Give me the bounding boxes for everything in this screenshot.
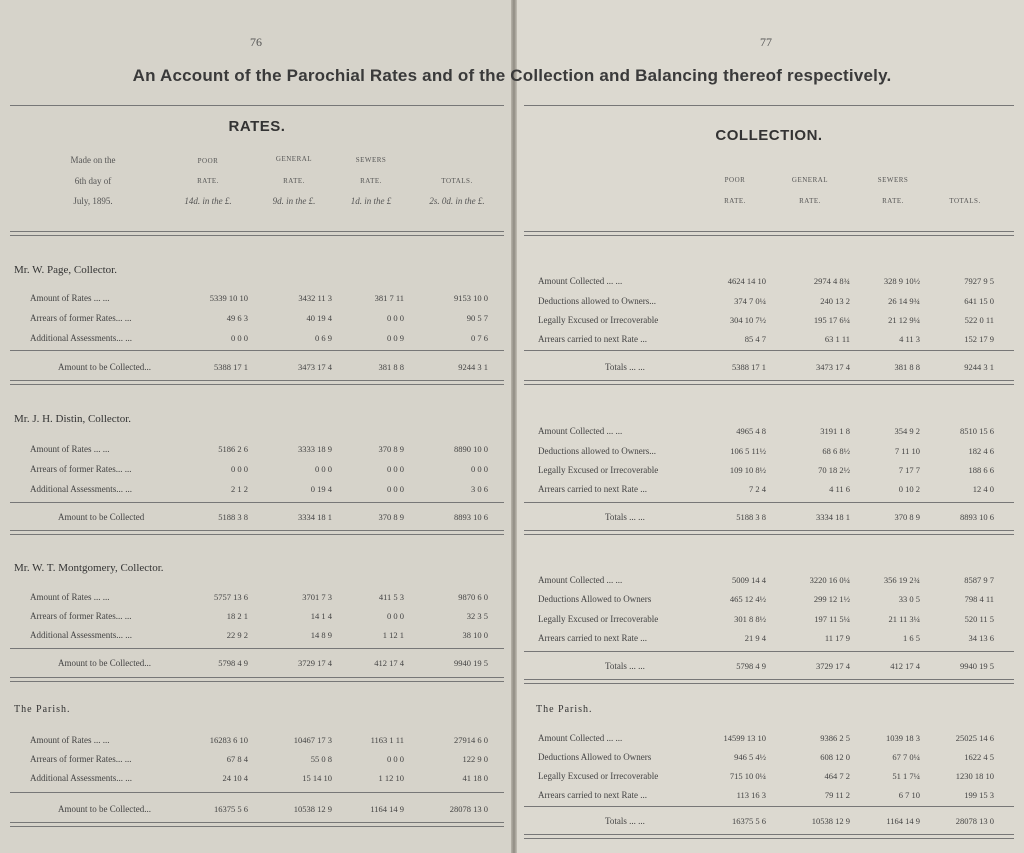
cell-sewers: 0 0 9 bbox=[387, 333, 404, 343]
cell-poor: 374 7 0¼ bbox=[734, 296, 766, 306]
rates-col-poor-2: RATE. bbox=[197, 177, 219, 185]
cell-sewers: 354 9 2 bbox=[894, 426, 920, 436]
row-label: Legally Excused or Irrecoverable bbox=[538, 465, 659, 475]
rule bbox=[524, 105, 1014, 106]
cell-sewers: 1039 18 3 bbox=[886, 733, 920, 743]
row-label: Amount of Rates ... ... bbox=[30, 293, 110, 303]
cell-general: 0 6 9 bbox=[315, 333, 332, 343]
rule-double bbox=[524, 679, 1014, 684]
cell-sewers: 411 5 3 bbox=[378, 592, 404, 602]
cell-general: 15 14 10 bbox=[302, 773, 332, 783]
cell-total: 38 10 0 bbox=[462, 630, 488, 640]
cell-total: 520 11 5 bbox=[964, 614, 994, 624]
total-label: Totals ... ... bbox=[605, 816, 645, 826]
row-label: Arrears carried to next Rate ... bbox=[538, 334, 647, 344]
cell-poor: 85 4 7 bbox=[744, 334, 766, 344]
cell-sewers: 1163 1 11 bbox=[370, 735, 404, 745]
cell-general: 299 12 1½ bbox=[813, 594, 850, 604]
rule bbox=[524, 651, 1014, 652]
cell-sewers: 0 0 0 bbox=[387, 313, 404, 323]
rule bbox=[10, 350, 504, 351]
cell-poor: 0 0 0 bbox=[231, 464, 248, 474]
total-general: 3334 18 1 bbox=[816, 512, 850, 522]
row-label: Additional Assessments... ... bbox=[30, 630, 133, 640]
parish-label: The Parish. bbox=[536, 704, 593, 715]
cell-poor: 5186 2 6 bbox=[218, 444, 248, 454]
rule bbox=[524, 806, 1014, 807]
row-label: Deductions Allowed to Owners bbox=[538, 594, 652, 604]
rule-double bbox=[524, 231, 1014, 236]
rates-col-made-2: 6th day of bbox=[74, 176, 112, 186]
cell-general: 3191 1 8 bbox=[820, 426, 850, 436]
rates-col-general-2: RATE. bbox=[283, 177, 305, 185]
cell-total: 7927 9 5 bbox=[964, 276, 994, 286]
cell-poor: 5009 14 4 bbox=[732, 575, 766, 585]
collection-col-poor-2: RATE. bbox=[724, 197, 746, 205]
row-label: Amount of Rates ... ... bbox=[30, 592, 110, 602]
cell-poor: 5339 10 10 bbox=[209, 293, 248, 303]
cell-general: 195 17 6¼ bbox=[813, 315, 850, 325]
cell-poor: 301 8 8½ bbox=[734, 614, 766, 624]
cell-general: 79 11 2 bbox=[824, 790, 850, 800]
total-label: Amount to be Collected... bbox=[58, 658, 151, 668]
cell-poor: 715 10 0¼ bbox=[729, 771, 766, 781]
row-label: Deductions allowed to Owners... bbox=[538, 296, 656, 306]
rates-col-general-3: 9d. in the £. bbox=[272, 196, 316, 206]
cell-total: 27914 6 0 bbox=[454, 735, 488, 745]
cell-poor: 2 1 2 bbox=[231, 484, 248, 494]
cell-general: 70 18 2½ bbox=[818, 465, 850, 475]
cell-total: 122 9 0 bbox=[462, 754, 488, 764]
cell-total: 641 15 0 bbox=[964, 296, 994, 306]
total-sewers: 381 8 8 bbox=[894, 362, 920, 372]
rates-col-made-3: July, 1895. bbox=[73, 196, 113, 206]
rates-col-sewers-3: 1d. in the £ bbox=[350, 196, 392, 206]
cell-general: 0 19 4 bbox=[310, 484, 332, 494]
total-poor: 5798 4 9 bbox=[218, 658, 248, 668]
cell-total: 8890 10 0 bbox=[454, 444, 488, 454]
row-label: Legally Excused or Irrecoverable bbox=[538, 614, 659, 624]
total-poor: 5188 3 8 bbox=[218, 512, 248, 522]
row-label: Arrears of former Rates... ... bbox=[30, 611, 132, 621]
collection-col-sewers-1: SEWERS bbox=[877, 176, 909, 184]
collection-col-totals-2: TOTALS. bbox=[949, 197, 981, 205]
rule-double bbox=[524, 530, 1014, 535]
rule-double bbox=[524, 380, 1014, 385]
row-label: Amount of Rates ... ... bbox=[30, 735, 110, 745]
rule bbox=[10, 648, 504, 649]
cell-poor: 5757 13 6 bbox=[214, 592, 248, 602]
rates-heading: RATES. bbox=[228, 118, 286, 135]
row-label: Additional Assessments... ... bbox=[30, 484, 133, 494]
cell-total: 8510 15 6 bbox=[960, 426, 994, 436]
cell-poor: 49 6 3 bbox=[226, 313, 248, 323]
cell-general: 240 13 2 bbox=[820, 296, 850, 306]
cell-sewers: 33 0 5 bbox=[898, 594, 920, 604]
cell-poor: 4965 4 8 bbox=[736, 426, 766, 436]
rule-double bbox=[10, 677, 504, 682]
cell-poor: 24 10 4 bbox=[222, 773, 248, 783]
total-poor: 5188 3 8 bbox=[736, 512, 766, 522]
cell-sewers: 67 7 0¼ bbox=[892, 752, 920, 762]
cell-total: 3 0 6 bbox=[471, 484, 488, 494]
cell-poor: 304 10 7½ bbox=[729, 315, 766, 325]
cell-total: 188 6 6 bbox=[968, 465, 994, 475]
cell-sewers: 0 0 0 bbox=[387, 464, 404, 474]
rule-double bbox=[10, 822, 504, 827]
cell-total: 34 13 6 bbox=[968, 633, 994, 643]
row-label: Arrears carried to next Rate ... bbox=[538, 484, 647, 494]
cell-sewers: 370 8 9 bbox=[378, 444, 404, 454]
total-sewers: 1164 14 9 bbox=[886, 816, 920, 826]
total-sewers: 370 8 9 bbox=[894, 512, 920, 522]
cell-general: 9386 2 5 bbox=[820, 733, 850, 743]
cell-total: 182 4 6 bbox=[968, 446, 994, 456]
collector-name: Mr. W. Page, Collector. bbox=[14, 264, 117, 276]
rule bbox=[524, 350, 1014, 351]
cell-poor: 4624 14 10 bbox=[727, 276, 766, 286]
total-label: Amount to be Collected... bbox=[58, 362, 151, 372]
cell-sewers: 328 9 10½ bbox=[883, 276, 920, 286]
cell-poor: 946 5 4½ bbox=[734, 752, 766, 762]
rates-col-totals-2: TOTALS. bbox=[441, 177, 473, 185]
cell-sewers: 1 12 10 bbox=[378, 773, 404, 783]
row-label: Amount Collected ... ... bbox=[538, 575, 623, 585]
cell-sewers: 1 12 1 bbox=[382, 630, 404, 640]
cell-sewers: 1 6 5 bbox=[903, 633, 920, 643]
total-sewers: 381 8 8 bbox=[378, 362, 404, 372]
rule bbox=[10, 792, 504, 793]
total-label: Totals ... ... bbox=[605, 362, 645, 372]
row-label: Legally Excused or Irrecoverable bbox=[538, 315, 659, 325]
cell-sewers: 4 11 3 bbox=[899, 334, 920, 344]
collection-col-general-2: RATE. bbox=[799, 197, 821, 205]
row-label: Additional Assessments... ... bbox=[30, 333, 133, 343]
total-label: Amount to be Collected... bbox=[58, 804, 151, 814]
row-label: Deductions Allowed to Owners bbox=[538, 752, 652, 762]
cell-total: 0 7 6 bbox=[471, 333, 488, 343]
cell-general: 608 12 0 bbox=[820, 752, 850, 762]
total-total: 8893 10 6 bbox=[960, 512, 994, 522]
total-general: 3729 17 4 bbox=[298, 658, 332, 668]
cell-poor: 14599 13 10 bbox=[723, 733, 766, 743]
cell-sewers: 26 14 9¾ bbox=[888, 296, 920, 306]
cell-total: 199 15 3 bbox=[964, 790, 994, 800]
total-total: 9244 3 1 bbox=[964, 362, 994, 372]
rule bbox=[10, 502, 504, 503]
cell-sewers: 0 10 2 bbox=[898, 484, 920, 494]
total-total: 9244 3 1 bbox=[458, 362, 488, 372]
rates-col-made-1: Made on the bbox=[70, 155, 116, 165]
row-label: Amount of Rates ... ... bbox=[30, 444, 110, 454]
row-label: Arrears of former Rates... ... bbox=[30, 754, 132, 764]
cell-sewers: 7 17 7 bbox=[898, 465, 920, 475]
cell-total: 90 5 7 bbox=[466, 313, 488, 323]
cell-poor: 18 2 1 bbox=[226, 611, 248, 621]
rates-col-general-1: GENERAL bbox=[275, 155, 313, 163]
row-label: Amount Collected ... ... bbox=[538, 733, 623, 743]
cell-total: 9153 10 0 bbox=[454, 293, 488, 303]
cell-sewers: 6 7 10 bbox=[898, 790, 920, 800]
cell-sewers: 51 1 7¼ bbox=[892, 771, 920, 781]
cell-total: 25025 14 6 bbox=[955, 733, 994, 743]
cell-general: 3701 7 3 bbox=[302, 592, 332, 602]
total-poor: 16375 5 6 bbox=[214, 804, 248, 814]
row-label: Deductions allowed to Owners... bbox=[538, 446, 656, 456]
cell-general: 63 1 11 bbox=[824, 334, 850, 344]
total-poor: 5388 17 1 bbox=[214, 362, 248, 372]
rule-double bbox=[10, 231, 504, 236]
cell-general: 68 6 8½ bbox=[822, 446, 850, 456]
cell-general: 2974 4 8¾ bbox=[813, 276, 850, 286]
total-label: Amount to be Collected bbox=[58, 512, 145, 522]
rule-double bbox=[524, 834, 1014, 839]
cell-total: 152 17 9 bbox=[964, 334, 994, 344]
page-number-right: 77 bbox=[760, 35, 772, 49]
row-label: Arrears carried to next Rate ... bbox=[538, 633, 647, 643]
total-total: 9940 19 5 bbox=[454, 658, 488, 668]
cell-poor: 465 12 4½ bbox=[729, 594, 766, 604]
cell-general: 14 8 9 bbox=[310, 630, 332, 640]
total-general: 3473 17 4 bbox=[816, 362, 850, 372]
cell-total: 41 18 0 bbox=[462, 773, 488, 783]
collection-col-general-1: GENERAL bbox=[791, 176, 829, 184]
total-poor: 16375 5 6 bbox=[732, 816, 766, 826]
cell-sewers: 0 0 0 bbox=[387, 754, 404, 764]
cell-total: 9870 6 0 bbox=[458, 592, 488, 602]
cell-poor: 22 9 2 bbox=[226, 630, 248, 640]
cell-general: 3333 18 9 bbox=[298, 444, 332, 454]
cell-general: 55 0 8 bbox=[310, 754, 332, 764]
cell-poor: 106 5 11½ bbox=[730, 446, 766, 456]
row-label: Amount Collected ... ... bbox=[538, 276, 623, 286]
rates-col-totals-3: 2s. 0d. in the £. bbox=[429, 196, 485, 206]
collection-heading: COLLECTION. bbox=[715, 127, 823, 144]
total-sewers: 370 8 9 bbox=[378, 512, 404, 522]
cell-poor: 21 9 4 bbox=[744, 633, 766, 643]
cell-total: 0 0 0 bbox=[471, 464, 488, 474]
cell-total: 1230 18 10 bbox=[955, 771, 994, 781]
cell-general: 0 0 0 bbox=[315, 464, 332, 474]
total-general: 3729 17 4 bbox=[816, 661, 850, 671]
collector-name: Mr. J. H. Distin, Collector. bbox=[14, 413, 132, 425]
total-label: Totals ... ... bbox=[605, 661, 645, 671]
total-general: 3334 18 1 bbox=[298, 512, 332, 522]
cell-general: 11 17 9 bbox=[824, 633, 850, 643]
row-label: Arrears carried to next Rate ... bbox=[538, 790, 647, 800]
total-total: 9940 19 5 bbox=[960, 661, 994, 671]
cell-sewers: 0 0 0 bbox=[387, 611, 404, 621]
cell-poor: 67 8 4 bbox=[226, 754, 248, 764]
cell-general: 4 11 6 bbox=[829, 484, 850, 494]
cell-total: 522 0 11 bbox=[964, 315, 994, 325]
total-general: 10538 12 9 bbox=[811, 816, 850, 826]
total-total: 28078 13 0 bbox=[449, 804, 488, 814]
total-general: 10538 12 9 bbox=[293, 804, 332, 814]
cell-general: 3220 16 0¼ bbox=[809, 575, 850, 585]
rates-col-poor-3: 14d. in the £. bbox=[184, 196, 232, 206]
cell-general: 40 19 4 bbox=[306, 313, 332, 323]
rates-col-sewers-2: RATE. bbox=[360, 177, 382, 185]
collection-col-sewers-2: RATE. bbox=[882, 197, 904, 205]
total-label: Totals ... ... bbox=[605, 512, 645, 522]
cell-poor: 16283 6 10 bbox=[209, 735, 248, 745]
collector-name: Mr. W. T. Montgomery, Collector. bbox=[14, 562, 164, 574]
rule bbox=[10, 105, 504, 106]
cell-total: 798 4 11 bbox=[964, 594, 994, 604]
collection-col-poor-1: POOR bbox=[724, 176, 746, 184]
total-general: 3473 17 4 bbox=[298, 362, 332, 372]
rates-col-sewers-1: SEWERS bbox=[355, 156, 387, 164]
cell-total: 12 4 0 bbox=[972, 484, 994, 494]
cell-sewers: 7 11 10 bbox=[894, 446, 920, 456]
cell-sewers: 381 7 11 bbox=[374, 293, 404, 303]
row-label: Amount Collected ... ... bbox=[538, 426, 623, 436]
page-title: An Account of the Parochial Rates and of the Collection and Balancing thereof respectively. bbox=[132, 66, 892, 85]
cell-sewers: 356 19 2¾ bbox=[883, 575, 920, 585]
row-label: Additional Assessments... ... bbox=[30, 773, 133, 783]
cell-total: 32 3 5 bbox=[466, 611, 488, 621]
total-total: 8893 10 6 bbox=[454, 512, 488, 522]
total-total: 28078 13 0 bbox=[955, 816, 994, 826]
cell-poor: 0 0 0 bbox=[231, 333, 248, 343]
cell-total: 1622 4 5 bbox=[964, 752, 994, 762]
row-label: Arrears of former Rates... ... bbox=[30, 313, 132, 323]
cell-general: 10467 17 3 bbox=[293, 735, 332, 745]
cell-sewers: 21 11 3¼ bbox=[888, 614, 920, 624]
cell-sewers: 21 12 9¼ bbox=[888, 315, 920, 325]
rule-double bbox=[10, 530, 504, 535]
cell-general: 464 7 2 bbox=[824, 771, 850, 781]
total-sewers: 412 17 4 bbox=[374, 658, 404, 668]
cell-poor: 109 10 8½ bbox=[729, 465, 766, 475]
total-sewers: 1164 14 9 bbox=[370, 804, 404, 814]
parish-label: The Parish. bbox=[14, 704, 71, 715]
rule bbox=[524, 502, 1014, 503]
cell-poor: 113 16 3 bbox=[736, 790, 766, 800]
page-number-left: 76 bbox=[250, 35, 262, 49]
cell-general: 3432 11 3 bbox=[298, 293, 332, 303]
cell-poor: 7 2 4 bbox=[749, 484, 766, 494]
total-poor: 5798 4 9 bbox=[736, 661, 766, 671]
cell-general: 14 1 4 bbox=[310, 611, 332, 621]
total-poor: 5388 17 1 bbox=[732, 362, 766, 372]
rule-double bbox=[10, 380, 504, 385]
row-label: Legally Excused or Irrecoverable bbox=[538, 771, 659, 781]
cell-general: 197 11 5¼ bbox=[814, 614, 850, 624]
row-label: Arrears of former Rates... ... bbox=[30, 464, 132, 474]
cell-total: 8587 9 7 bbox=[964, 575, 994, 585]
cell-sewers: 0 0 0 bbox=[387, 484, 404, 494]
rates-col-poor-1: POOR bbox=[197, 157, 219, 165]
total-sewers: 412 17 4 bbox=[890, 661, 920, 671]
